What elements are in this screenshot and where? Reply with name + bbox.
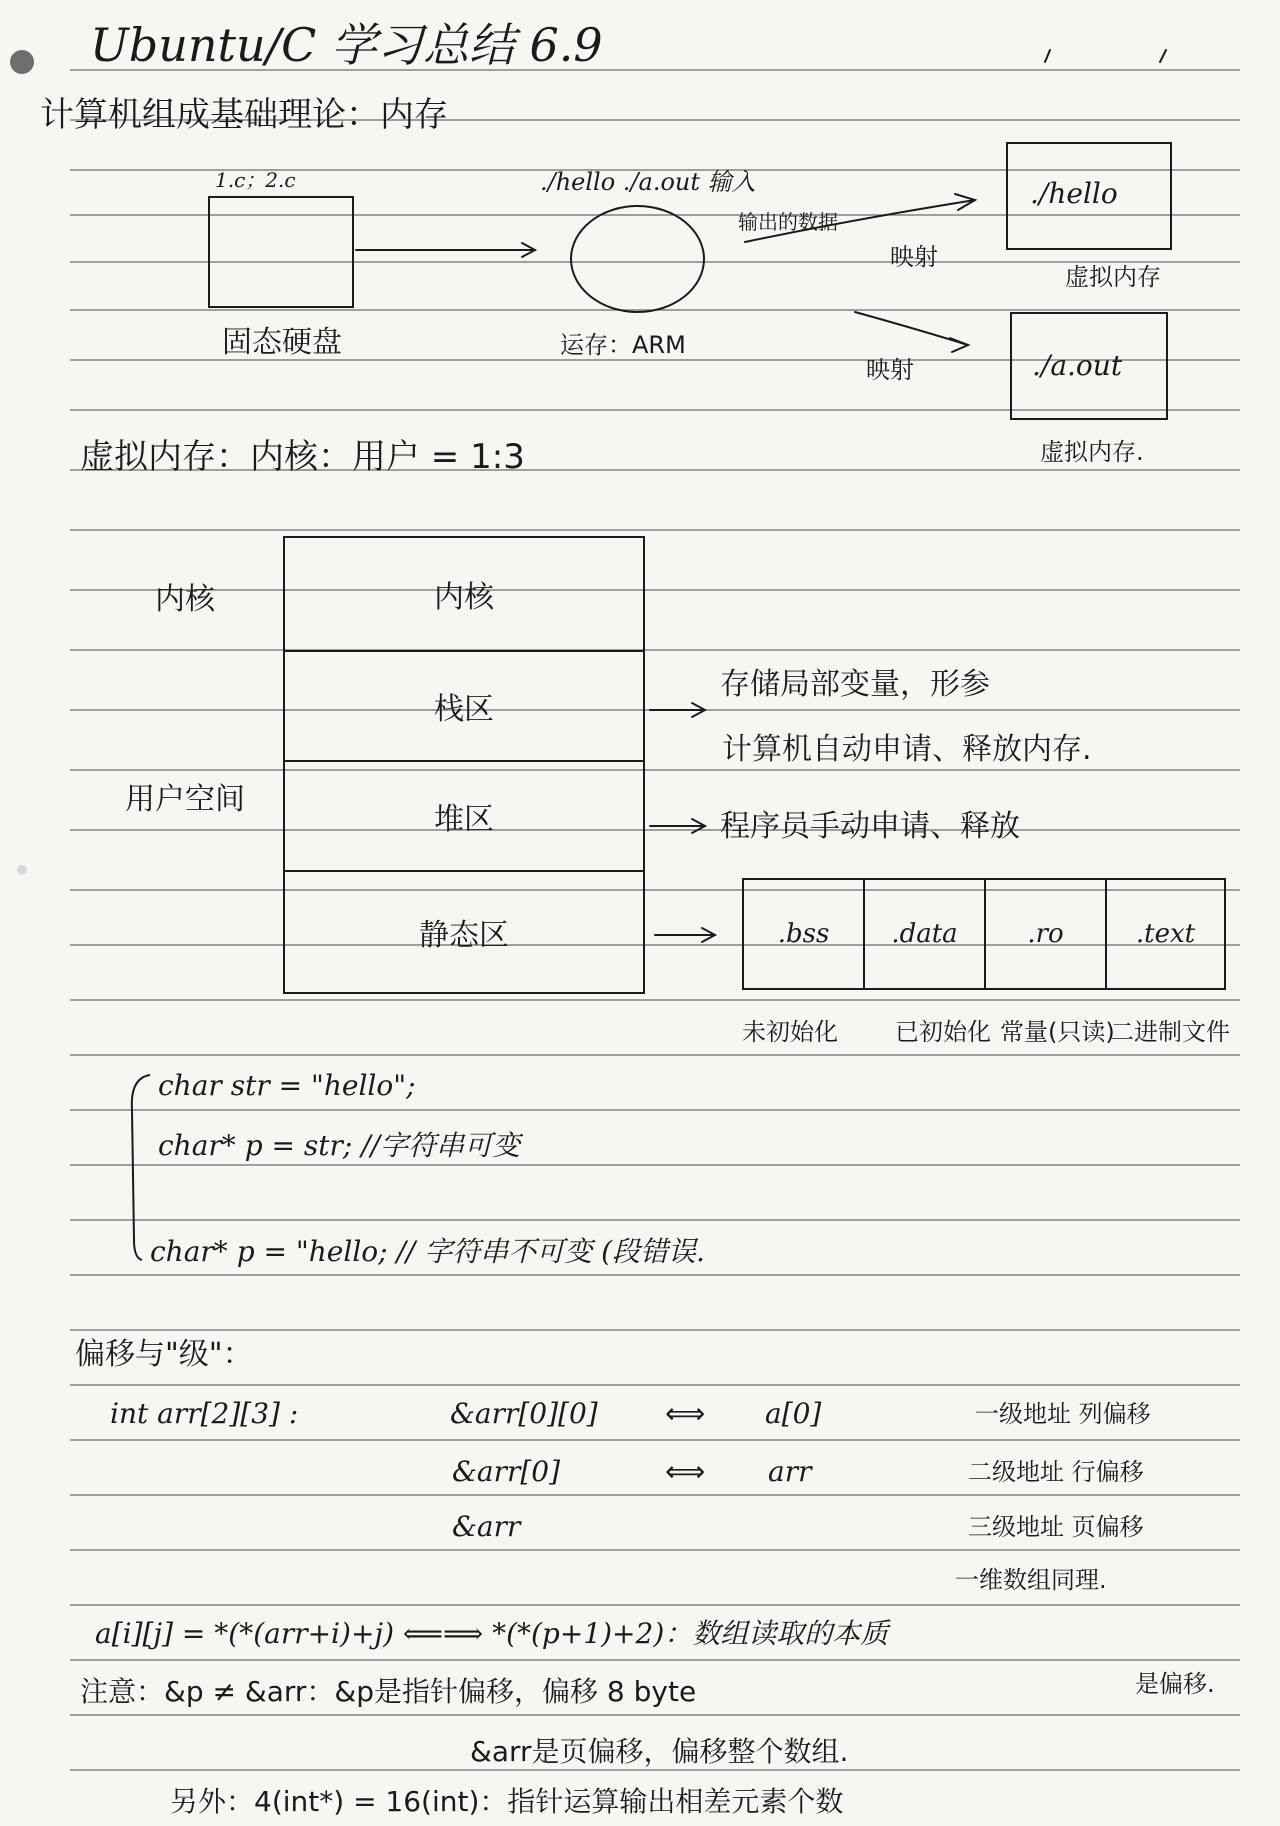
map-label-2: 映射 [866, 356, 914, 384]
offset-row-1-arrow: ⟺ [665, 1397, 706, 1430]
offset-row-1-left: &arr[0][0] [450, 1397, 598, 1430]
page-title: Ubuntu/C 学习总结 6.9 [90, 18, 603, 72]
io-data-label: 输出的数据 [738, 210, 838, 234]
code-line-3: char* p = "hello; // 字符串不可变 (段错误. [150, 1235, 705, 1268]
row-kernel: 内核 [285, 538, 643, 652]
stack-note-2: 计算机自动申请、释放内存. [722, 732, 1092, 767]
formula-expression: a[i][j] = *(*(arr+i)+j) ⟸⟹ *(*(p+1)+2)：数组读取的本质 [95, 1617, 889, 1650]
kernel-side-label: 内核 [155, 582, 215, 617]
vm-ratio: 虚拟内存：内核：用户 = 1:3 [80, 437, 525, 477]
segment-note-ro: 常量(只读) [1000, 1018, 1115, 1046]
disk-label: 固态硬盘 [222, 325, 342, 360]
map-label-1: 映射 [890, 243, 938, 271]
section-title-memory: 计算机组成基础理论：内存 [40, 95, 448, 135]
vm-hello-text: ./hello [1030, 177, 1118, 210]
segment-note-data: 已初始化 [895, 1018, 991, 1046]
code-line-2: char* p = str; //字符串可变 [158, 1129, 521, 1162]
offset-row-3-left: &arr [452, 1510, 521, 1543]
offset-section-title: 偏移与"级"： [75, 1337, 253, 1372]
array-declaration: int arr[2][3] : [110, 1397, 299, 1430]
segment-text: .text [1135, 919, 1196, 949]
cpu-label: 运存：ARM [560, 331, 686, 359]
offset-row-1-note: 一级地址 列偏移 [975, 1400, 1151, 1428]
offset-row-2-left: &arr[0] [452, 1455, 561, 1488]
segment-note-text: 二进制文件 [1110, 1018, 1230, 1046]
vm-hello-caption: 虚拟内存 [1065, 263, 1161, 291]
offset-row-3-note: 三级地址 页偏移 [968, 1513, 1144, 1541]
row-heap: 堆区 [285, 762, 643, 872]
row-static: 静态区 [419, 918, 509, 953]
user-space-label: 用户空间 [125, 782, 245, 817]
offset-row-2-right: arr [768, 1455, 812, 1488]
note-line-2: &arr是页偏移，偏移整个数组. [470, 1735, 849, 1768]
segment-bss: .bss [744, 880, 865, 988]
extra-note: 另外：4(int*) = 16(int)：指针运算输出相差元素个数 [170, 1785, 844, 1818]
note-line-1: 注意：&p ≠ &arr：&p是指针偏移，偏移 8 byte [80, 1675, 697, 1708]
segment-ro: .ro [986, 880, 1107, 988]
code-line-1: char str = "hello"; [158, 1069, 416, 1102]
one-dim-note: 一维数组同理. [955, 1566, 1107, 1594]
formula-expression-tail: 是偏移. [1135, 1670, 1215, 1698]
segment-data: .data [865, 880, 986, 988]
disk-files-label: 1.c；2.c [215, 168, 296, 192]
segment-note-bss: 未初始化 [742, 1018, 838, 1046]
stack-note-1: 存储局部变量，形参 [720, 667, 990, 702]
offset-row-1-right: a[0] [765, 1397, 822, 1430]
offset-row-2-note: 二级地址 行偏移 [968, 1458, 1144, 1486]
row-stack: 栈区 [285, 652, 643, 762]
heap-note: 程序员手动申请、释放 [720, 809, 1020, 844]
offset-row-2-arrow: ⟺ [665, 1455, 706, 1488]
vm-aout-text: ./a.out [1032, 349, 1123, 382]
run-command-label: ./hello ./a.out 输入 [540, 168, 756, 196]
vm-aout-caption: 虚拟内存. [1040, 438, 1144, 466]
